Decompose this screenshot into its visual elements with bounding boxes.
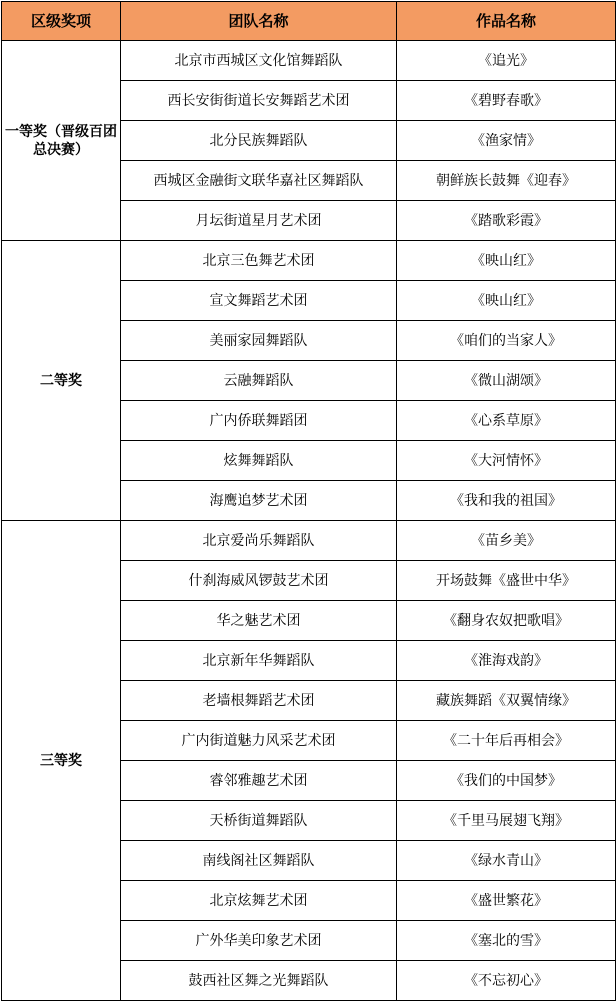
work-name-cell: 《塞北的雪》 (397, 921, 616, 961)
team-name-cell: 广外华美印象艺术团 (121, 921, 397, 961)
team-name-cell: 月坛街道星月艺术团 (121, 201, 397, 241)
award-level-cell: 一等奖（晋级百团总决赛） (2, 41, 121, 241)
work-name-cell: 《苗乡美》 (397, 521, 616, 561)
team-name-cell: 北京炫舞艺术团 (121, 881, 397, 921)
work-name-cell: 《踏歌彩霞》 (397, 201, 616, 241)
work-name-cell: 《映山红》 (397, 241, 616, 281)
team-name-cell: 鼓西社区舞之光舞蹈队 (121, 961, 397, 1001)
team-name-cell: 天桥街道舞蹈队 (121, 801, 397, 841)
team-name-cell: 西长安街街道长安舞蹈艺术团 (121, 81, 397, 121)
work-name-cell: 藏族舞蹈《双翼情缘》 (397, 681, 616, 721)
work-name-cell: 朝鲜族长鼓舞《迎春》 (397, 161, 616, 201)
award-level-cell: 三等奖 (2, 521, 121, 1001)
team-name-cell: 海鹰追梦艺术团 (121, 481, 397, 521)
team-name-cell: 睿邻雅趣艺术团 (121, 761, 397, 801)
team-name-cell: 北京新年华舞蹈队 (121, 641, 397, 681)
team-name-cell: 云融舞蹈队 (121, 361, 397, 401)
work-name-cell: 开场鼓舞《盛世中华》 (397, 561, 616, 601)
header-row (2, 2, 616, 41)
table-row (2, 241, 616, 281)
team-name-cell: 老墙根舞蹈艺术团 (121, 681, 397, 721)
header-team-name: 团队名称 (121, 2, 397, 41)
table-body (2, 41, 616, 1001)
work-name-cell: 《不忘初心》 (397, 961, 616, 1001)
work-name-cell: 《咱们的当家人》 (397, 321, 616, 361)
award-level-cell: 二等奖 (2, 241, 121, 521)
work-name-cell: 《大河情怀》 (397, 441, 616, 481)
award-table (1, 1, 616, 1001)
work-name-cell: 《我们的中国梦》 (397, 761, 616, 801)
team-name-cell: 炫舞舞蹈队 (121, 441, 397, 481)
team-name-cell: 西城区金融街文联华嘉社区舞蹈队 (121, 161, 397, 201)
work-name-cell: 《盛世繁花》 (397, 881, 616, 921)
work-name-cell: 《翻身农奴把歌唱》 (397, 601, 616, 641)
table-row (2, 521, 616, 561)
team-name-cell: 宣文舞蹈艺术团 (121, 281, 397, 321)
team-name-cell: 北京三色舞艺术团 (121, 241, 397, 281)
work-name-cell: 《我和我的祖国》 (397, 481, 616, 521)
work-name-cell: 《二十年后再相会》 (397, 721, 616, 761)
work-name-cell: 《渔家情》 (397, 121, 616, 161)
work-name-cell: 《碧野春歌》 (397, 81, 616, 121)
team-name-cell: 北分民族舞蹈队 (121, 121, 397, 161)
team-name-cell: 美丽家园舞蹈队 (121, 321, 397, 361)
work-name-cell: 《微山湖颂》 (397, 361, 616, 401)
work-name-cell: 《心系草原》 (397, 401, 616, 441)
team-name-cell: 什刹海威风锣鼓艺术团 (121, 561, 397, 601)
team-name-cell: 华之魅艺术团 (121, 601, 397, 641)
work-name-cell: 《千里马展翅飞翔》 (397, 801, 616, 841)
header-work-name: 作品名称 (397, 2, 616, 41)
table-row (2, 41, 616, 81)
team-name-cell: 北京爱尚乐舞蹈队 (121, 521, 397, 561)
team-name-cell: 南线阁社区舞蹈队 (121, 841, 397, 881)
work-name-cell: 《映山红》 (397, 281, 616, 321)
work-name-cell: 《淮海戏韵》 (397, 641, 616, 681)
header-award-level: 区级奖项 (2, 2, 121, 41)
team-name-cell: 广内街道魅力风采艺术团 (121, 721, 397, 761)
team-name-cell: 北京市西城区文化馆舞蹈队 (121, 41, 397, 81)
work-name-cell: 《绿水青山》 (397, 841, 616, 881)
work-name-cell: 《追光》 (397, 41, 616, 81)
team-name-cell: 广内侨联舞蹈团 (121, 401, 397, 441)
